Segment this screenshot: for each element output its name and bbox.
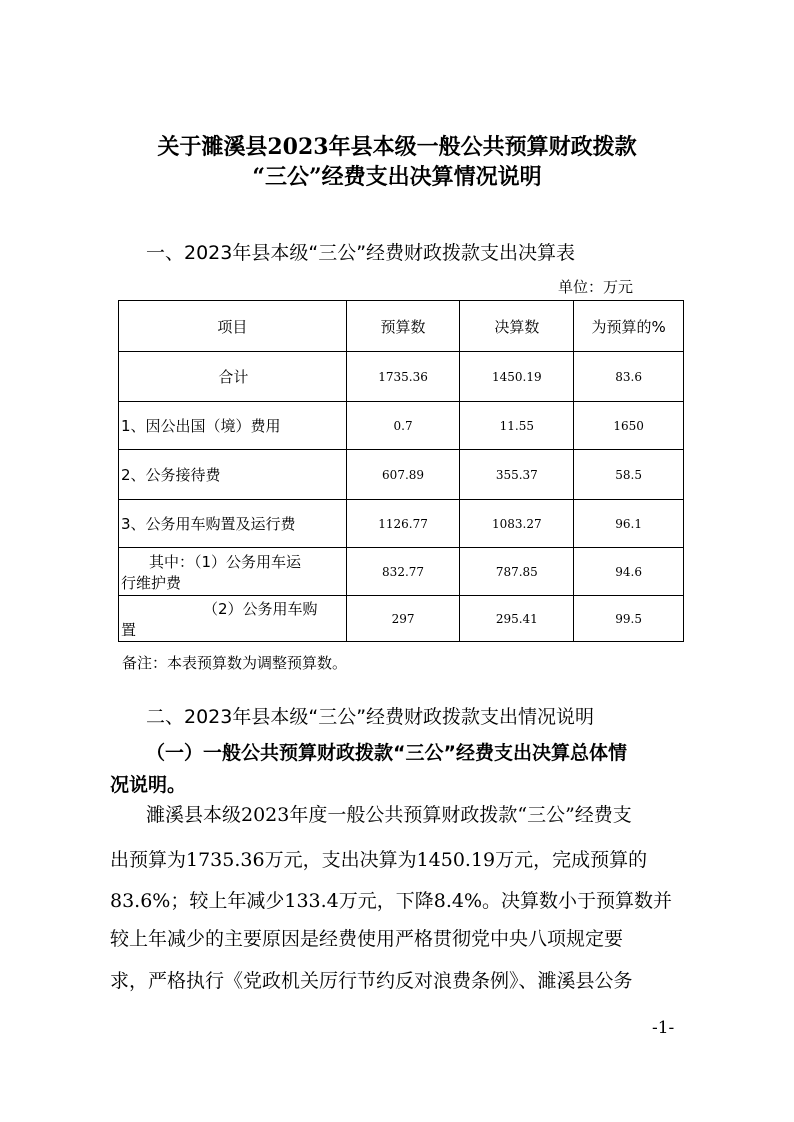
row-actual: 11.55	[460, 402, 574, 450]
table-row	[119, 500, 684, 548]
row-budget: 0.7	[346, 402, 460, 450]
row-item-line-2: 行维护费	[121, 573, 182, 592]
row-item: 3、公务用车购置及运行费	[119, 500, 347, 548]
row-item	[119, 548, 347, 596]
section-2-heading: 二、2023年县本级“三公”经费财政拨款支出情况说明	[146, 706, 595, 728]
subsection-heading-line-1: （一）一般公共预算财政拨款“三公”经费支出决算总体情	[146, 742, 627, 764]
row-actual: 1083.27	[460, 500, 574, 548]
table-row	[119, 352, 684, 402]
row-item-line-1: （2）公务用车购	[203, 599, 318, 618]
subsection-heading-line-2: 况说明。	[110, 774, 187, 796]
row-percent: 94.6	[574, 548, 684, 596]
page-number: -1-	[652, 1018, 675, 1038]
row-actual: 787.85	[460, 548, 574, 596]
row-item: 2、公务接待费	[119, 450, 347, 500]
budget-table	[118, 300, 684, 642]
header-item: 项目	[119, 301, 347, 352]
row-item-line-1: 其中：（1）公务用车运	[149, 552, 302, 571]
row-item: 1、因公出国（境）费用	[119, 402, 347, 450]
paragraph-line: 濉溪县本级2023年度一般公共预算财政拨款“三公”经费支	[146, 804, 632, 826]
header-budget: 预算数	[346, 301, 460, 352]
row-item-line-2: 置	[121, 620, 137, 639]
header-actual: 决算数	[460, 301, 574, 352]
paragraph-line: 83.6%；较上年减少133.4万元，下降8.4%。决算数小于预算数并	[110, 890, 673, 912]
row-item: 合计	[119, 352, 347, 402]
header-percent: 为预算的%	[574, 301, 684, 352]
row-item	[119, 596, 347, 642]
row-budget: 1735.36	[346, 352, 460, 402]
row-budget: 297	[346, 596, 460, 642]
document-title-line-2: “三公”经费支出决算情况说明	[252, 164, 542, 190]
row-budget: 607.89	[346, 450, 460, 500]
row-actual: 1450.19	[460, 352, 574, 402]
unit-label: 单位：万元	[558, 278, 634, 296]
row-percent: 1650	[574, 402, 684, 450]
paragraph-line: 求，严格执行《党政机关厉行节约反对浪费条例》、濉溪县公务	[110, 970, 633, 992]
row-percent: 58.5	[574, 450, 684, 500]
row-budget: 1126.77	[346, 500, 460, 548]
row-budget: 832.77	[346, 548, 460, 596]
section-1-heading: 一、2023年县本级“三公”经费财政拨款支出决算表	[146, 242, 576, 264]
paragraph-line: 较上年减少的主要原因是经费使用严格贯彻党中央八项规定要	[110, 928, 624, 950]
table-header-row	[119, 301, 684, 352]
table-note: 备注：本表预算数为调整预算数。	[122, 654, 348, 672]
row-actual: 295.41	[460, 596, 574, 642]
row-percent: 96.1	[574, 500, 684, 548]
paragraph-line: 出预算为1735.36万元，支出决算为1450.19万元，完成预算的	[110, 849, 648, 871]
row-percent: 99.5	[574, 596, 684, 642]
document-title-line-1: 关于濉溪县2023年县本级一般公共预算财政拨款	[157, 134, 637, 160]
row-percent: 83.6	[574, 352, 684, 402]
row-actual: 355.37	[460, 450, 574, 500]
table-row	[119, 548, 684, 596]
table-row	[119, 402, 684, 450]
table-row	[119, 596, 684, 642]
table-row	[119, 450, 684, 500]
